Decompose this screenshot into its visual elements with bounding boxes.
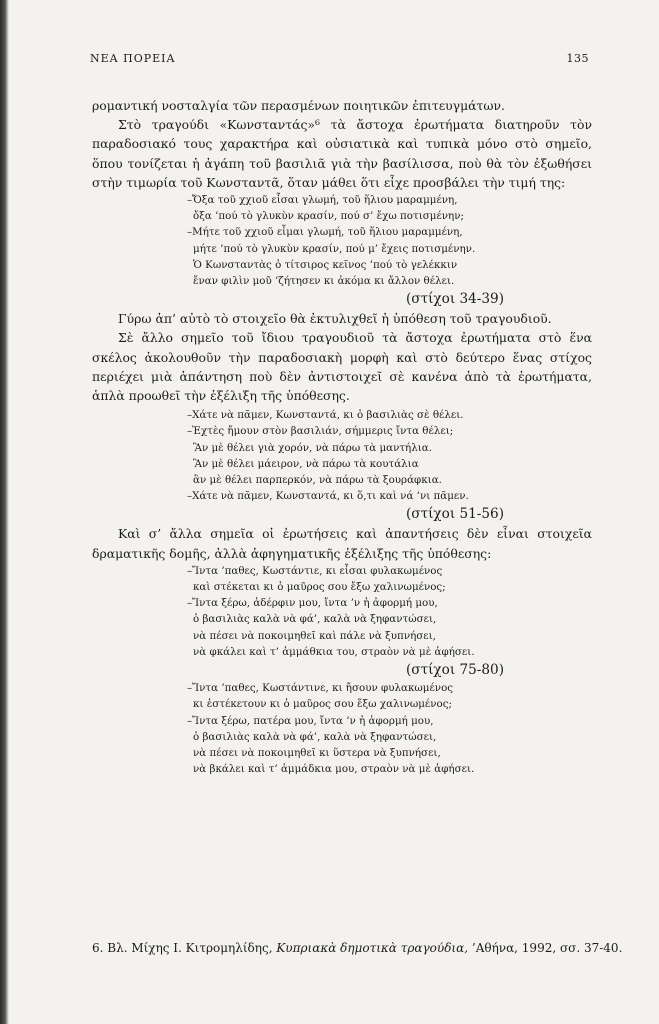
verse-reference-2: (στίχοι 51-56) <box>406 506 504 523</box>
verse-line: –Χάτε νὰ πᾶμεν, Κωνσταντά, κι ὅ,τι καὶ νά ’νι πᾶμεν. <box>187 490 469 503</box>
verse-line: –Μήτε τοῦ χχιοῦ εἶμαι γλωμή, τοῦ ἥλιου μαραμμένη, <box>187 226 463 239</box>
verse-line: ἂν μὲ θέλει παρπερκόν, νὰ πάρω τὰ ξουράφκια. <box>193 474 442 487</box>
verse-line: ὁ βασιλιὰς καλὰ νὰ φά’, καλὰ νὰ ξηφαντώσει, <box>193 730 437 743</box>
paragraph-1: ρομαντική νοσταλγία τῶν περασμένων ποιητικῶν ἐπιτευγμάτων. <box>92 98 505 113</box>
verse-block-4 <box>92 680 592 777</box>
verse-block-2 <box>92 407 592 504</box>
verse-line: νὰ πέσει νὰ ποκοιμηθεῖ καὶ πάλε νὰ ξυπνήσει, <box>193 629 436 642</box>
verse-line: κι ἐστέκετουν κι ὁ μαῦρος σου ἔξω χαλινωμένος; <box>193 698 452 711</box>
verse-line: ὄξα ’πού τὸ γλυκὺν κρασίν, πού σ’ ἔχω ποτισμένην; <box>193 210 464 223</box>
running-title: ΝΕΑ ΠΟΡΕΙΑ <box>90 52 176 65</box>
verse-block-3 <box>92 563 592 660</box>
verse-block-1 <box>92 192 592 289</box>
verse-line: νὰ φκάλει καὶ τ’ ἀμμάθκια του, στραὸν νὰ μὲ ἀφήσει. <box>193 645 475 658</box>
verse-line: Ὁ Κωνσταντὰς ὁ τίτσιρος κεῖνος ’πού τὸ γελέκκιν <box>193 258 458 271</box>
verse-line: –Ὄξα τοῦ χχιοῦ εἶσαι γλωμή, τοῦ ἥλιου μαραμμένη, <box>187 194 458 207</box>
verse-reference-3: (στίχοι 75-80) <box>406 662 504 679</box>
verse-line: –Ἴντα ’παθες, Κωστάντιε, κι εἶσαι φυλακωμένος <box>187 564 443 577</box>
verse-reference-1: (στίχοι 34-39) <box>406 291 504 308</box>
paragraph-3: Γύρω ἀπ’ αὐτὸ τὸ στοιχεῖο θὰ ἐκτυλιχθεῖ ἡ ὑπόθεση τοῦ τραγουδιοῦ. <box>118 311 552 327</box>
verse-line: –Ἴντα ’παθες, Κωστάντινε, κι ἤσουν φυλακωμένος <box>187 682 454 695</box>
verse-line: ὁ βασιλιὰς καλὰ νὰ φά’, καλὰ νὰ ξηφαντώσει, <box>193 613 437 626</box>
page-number: 135 <box>566 52 589 65</box>
page-body <box>92 96 592 777</box>
footnote <box>92 941 622 955</box>
page-header <box>90 52 589 68</box>
verse-line: μήτε ’πού τὸ γλυκὺν κρασίν, πού μ’ ἔχεις ποτισμένην. <box>193 242 476 255</box>
verse-line: νὰ πέσει νὰ ποκοιμηθεῖ κι ὕστερα νὰ ξυπνήσει, <box>193 746 441 759</box>
verse-line: καὶ στέκεται κι ὁ μαῦρος σου ἔξω χαλινωμένος; <box>193 581 446 594</box>
verse-line: –Ἐχτὲς ἤμουν στὸν βασιλιάν, σήμμερις ἴντα θέλει; <box>187 425 454 438</box>
paragraph-2: Στὸ τραγούδι «Κωνσταντάς»⁶ τὰ ἄστοχα ἐρωτήματα διατηροῦν τὸν παραδοσιακό τους χαρακτήρα καὶ οὐσιατικὰ καὶ τυπικὰ μόνο στὸ σημεῖο, ὅπου τονίζεται ἡ ἀγάπη τοῦ βασιλιᾶ γιὰ τὴν βασίλισσα, ποὺ θὰ τὸν ἐξωθήσει στὴν τιμωρία τοῦ Κωνσταντᾶ, ὅταν μάθει ὅτι εἶχε προσβάλει τὴν τιμή της: <box>92 117 592 190</box>
footnote-publication: ’Αθήνα, 1992, σσ. 37-40. <box>471 941 623 955</box>
verse-line: ἔναν φιλὶν μοῦ ’ζήτησεν κι ἀκόμα κι ἄλλον θέλει. <box>193 275 455 288</box>
verse-line: Ἂν μὲ θέλει γιὰ χορόν, νὰ πάρω τὰ μαντήλια. <box>193 441 433 454</box>
paragraph-4: Σὲ ἄλλο σημεῖο τοῦ ἴδιου τραγουδιοῦ τὰ ἄστοχα ἐρωτήματα στὸ ἕνα σκέλος ἀκολουθοῦν τὴν παραδοσιακὴ μορφὴ καὶ στὸ δεύτερο ἕνας στίχος περιέχει μιὰ ἀπάντηση ποὺ δὲν ἀντιστοιχεῖ σὲ κανένα ἀπὸ τὰ ἐρωτήματα, ἁπλὰ προωθεῖ τὴν ἐξέλιξη τῆς ὑπόθεσης. <box>92 330 592 404</box>
verse-line: –Ἴντα ξέρω, ἀδέρφιν μου, ἴντα ’ν ἡ ἀφορμή μου, <box>187 597 438 610</box>
footnote-citation: 6. Βλ. Μίχης Ι. Κιτρομηλίδης, <box>92 941 273 955</box>
verse-line: νὰ βκάλει καὶ τ’ ἀμμάδκια μου, στραὸν νὰ μὲ ἀφήσει. <box>193 763 475 776</box>
paragraph-5: Καὶ σ’ ἄλλα σημεῖα οἱ ἐρωτήσεις καὶ ἀπαντήσεις δὲν εἶναι στοιχεῖα δραματικῆς δομῆς, ἀλλὰ ἀφηγηματικῆς ἐξέλιξης τῆς ὑπόθεσης: <box>92 526 592 561</box>
verse-line: –Χάτε νὰ πᾶμεν, Κωνσταντά, κι ὁ βασιλιὰς σὲ θέλει. <box>187 409 464 422</box>
footnote-book-title: Κυπριακὰ δημοτικὰ τραγούδια, <box>276 941 469 955</box>
verse-line: –Ἴντα ξέρω, πατέρα μου, ἴντα ’ν ἡ ἀφορμή μου, <box>187 714 434 727</box>
verse-line: Ἂν μὲ θέλει μάειρον, νὰ πάρω τὰ κουτάλια <box>193 457 419 470</box>
